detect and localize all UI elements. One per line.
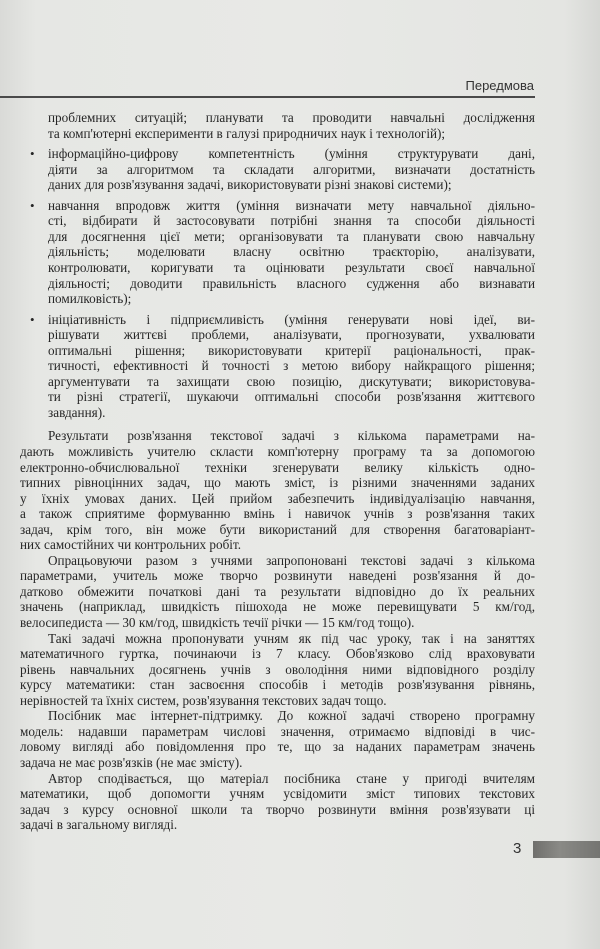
text-line: задач, крім того, він може бути використаний для створення багатоваріант- [20,521,535,537]
continued-text [20,110,535,141]
text-line: дають можливість учителю скласти комп'ютерну програму та за допомогою [20,444,535,459]
text-line: діяти за алгоритмом та складати алгоритми, визначати достатність [48,161,535,177]
text-line: ловому вигляді або повідомлення про те, що за наданих параметрам значень [20,739,535,755]
text-line: тичності, ефективності й точності з метою вибору найкращого рішення; [48,358,535,374]
text-line: рішувати життєві проблеми, аналізувати, прогнозувати, ухвалювати [48,327,535,343]
text-line: навчання впродовж життя (уміння визначати мету навчальної діяльно- [48,197,535,213]
bullet-item [20,146,535,193]
text-line: задачі в загальному вигляді. [20,817,178,833]
text-line: курсу математики: стан засвоєння способів і методів розв'язування рівнянь, [20,677,535,693]
text-line: даних для розв'язування задачі, використовувати різні знакові системи); [48,177,452,193]
text-line: датково обмежити початкові дані та результати відповідно до їх реальних [20,583,535,599]
text-line: них самостійних чи контрольних робіт. [20,537,242,553]
running-header-title: Передмова [465,78,534,93]
text-line: оптимальні рішення; використовувати критерії раціональності, прак- [48,342,535,358]
page-body-text [20,110,535,833]
text-line: параметрами, учитель може творчо розвинути наведені розв'язання й до- [20,568,535,584]
text-line: а також сприятиме формуванню вмінь і навичок учнів з розв'язання таких [20,506,535,522]
text-line: модель: надавши параметрам числові значення, отримаємо відповіді в чис- [20,723,535,739]
bullet-item [20,312,535,421]
paragraph [20,631,535,709]
text-line: нерівностей та їхніх систем, розв'язування текстових задач тощо. [20,692,387,708]
text-line: рівень навчальних досягнень учнів з оволодіння ними відповідного розділу [20,661,535,677]
paragraph [20,708,535,770]
text-line: електронно-обчислювальної техніки згенерувати велику кількість одно- [20,459,535,475]
text-line: та комп'ютерні експерименти в галузі природничих наук і технологій); [48,125,446,141]
paragraph [20,771,535,833]
text-line: діяльність; моделювати власну освітню траєкторію, аналізувати, [48,244,535,260]
text-line: задача не має розв'язків (не має змісту). [20,754,243,770]
text-line: Такі задачі можна пропонувати учням як під час уроку, так і на заняттях [48,630,535,646]
page-edge-tab [533,841,600,858]
text-line: типних рівноцінних задач, що мають зміст, із різними значеннями заданих [20,475,535,491]
page-number: 3 [513,840,522,857]
bullet-item [20,198,535,307]
paragraph [20,428,535,552]
text-line: Опрацьовуючи разом з учнями запропоновані текстові задачі з кількома [48,552,535,568]
text-line: велосипедиста — 30 км/год, швидкість течії річки — 15 км/год тощо). [20,615,415,631]
bullet-icon: • [30,197,35,213]
text-line: ініціативність і підприємливість (уміння генерувати нові ідеї, ви- [48,311,535,327]
text-line: математичного гуртка, починаючи із 7 класу. Обов'язково слід враховувати [20,646,535,662]
text-line: Автор сподівається, що матеріал посібника стане у пригоді вчителям [48,770,535,786]
header-rule [0,96,535,98]
text-line: аргументувати та захищати свою позицію, дискутувати; використовува- [48,373,535,389]
text-line: сті, відбирати й застосовувати потрібні знання та способи діяльності [48,213,535,229]
text-line: задач з курсу основної школи та творчо розвинути вміння розв'язувати ці [20,801,535,817]
text-line: для досягнення цієї мети; організовувати та планувати свою навчальну [48,228,535,244]
text-line: контролювати, коригувати та оцінювати результати своєї навчальної [48,259,535,275]
paragraph [20,553,535,631]
bullet-icon: • [30,311,35,327]
text-line: Результати розв'язання текстової задачі з кількома параметрами на- [48,428,535,444]
text-line: значень (наприклад, швидкість пішохода не може перевищувати 5 км/год, [20,599,535,615]
text-line: ти різні стратегії, шукаючи оптимальні способи розв'язання життєвого [48,389,535,405]
text-line: інформаційно-цифрову компетентність (уміння структурувати дані, [48,146,535,162]
text-line: діяльності; доводити правильність власного судження або визнавати [48,275,535,291]
text-line: завдання). [48,404,106,420]
bullet-icon: • [30,146,35,162]
text-line: проблемних ситуацій; планувати та проводити навчальні дослідження [48,110,535,125]
text-line: математики, щоб допомогти учням усвідомити зміст типових текстових [20,786,535,802]
text-line: помилковість); [48,291,132,307]
text-line: Посібник має інтернет-підтримку. До кожної задачі створено програмну [48,708,535,724]
text-line: у їхніх умовах даних. Цей прийом забезпечить індивідуалізацію навчання, [20,490,535,506]
